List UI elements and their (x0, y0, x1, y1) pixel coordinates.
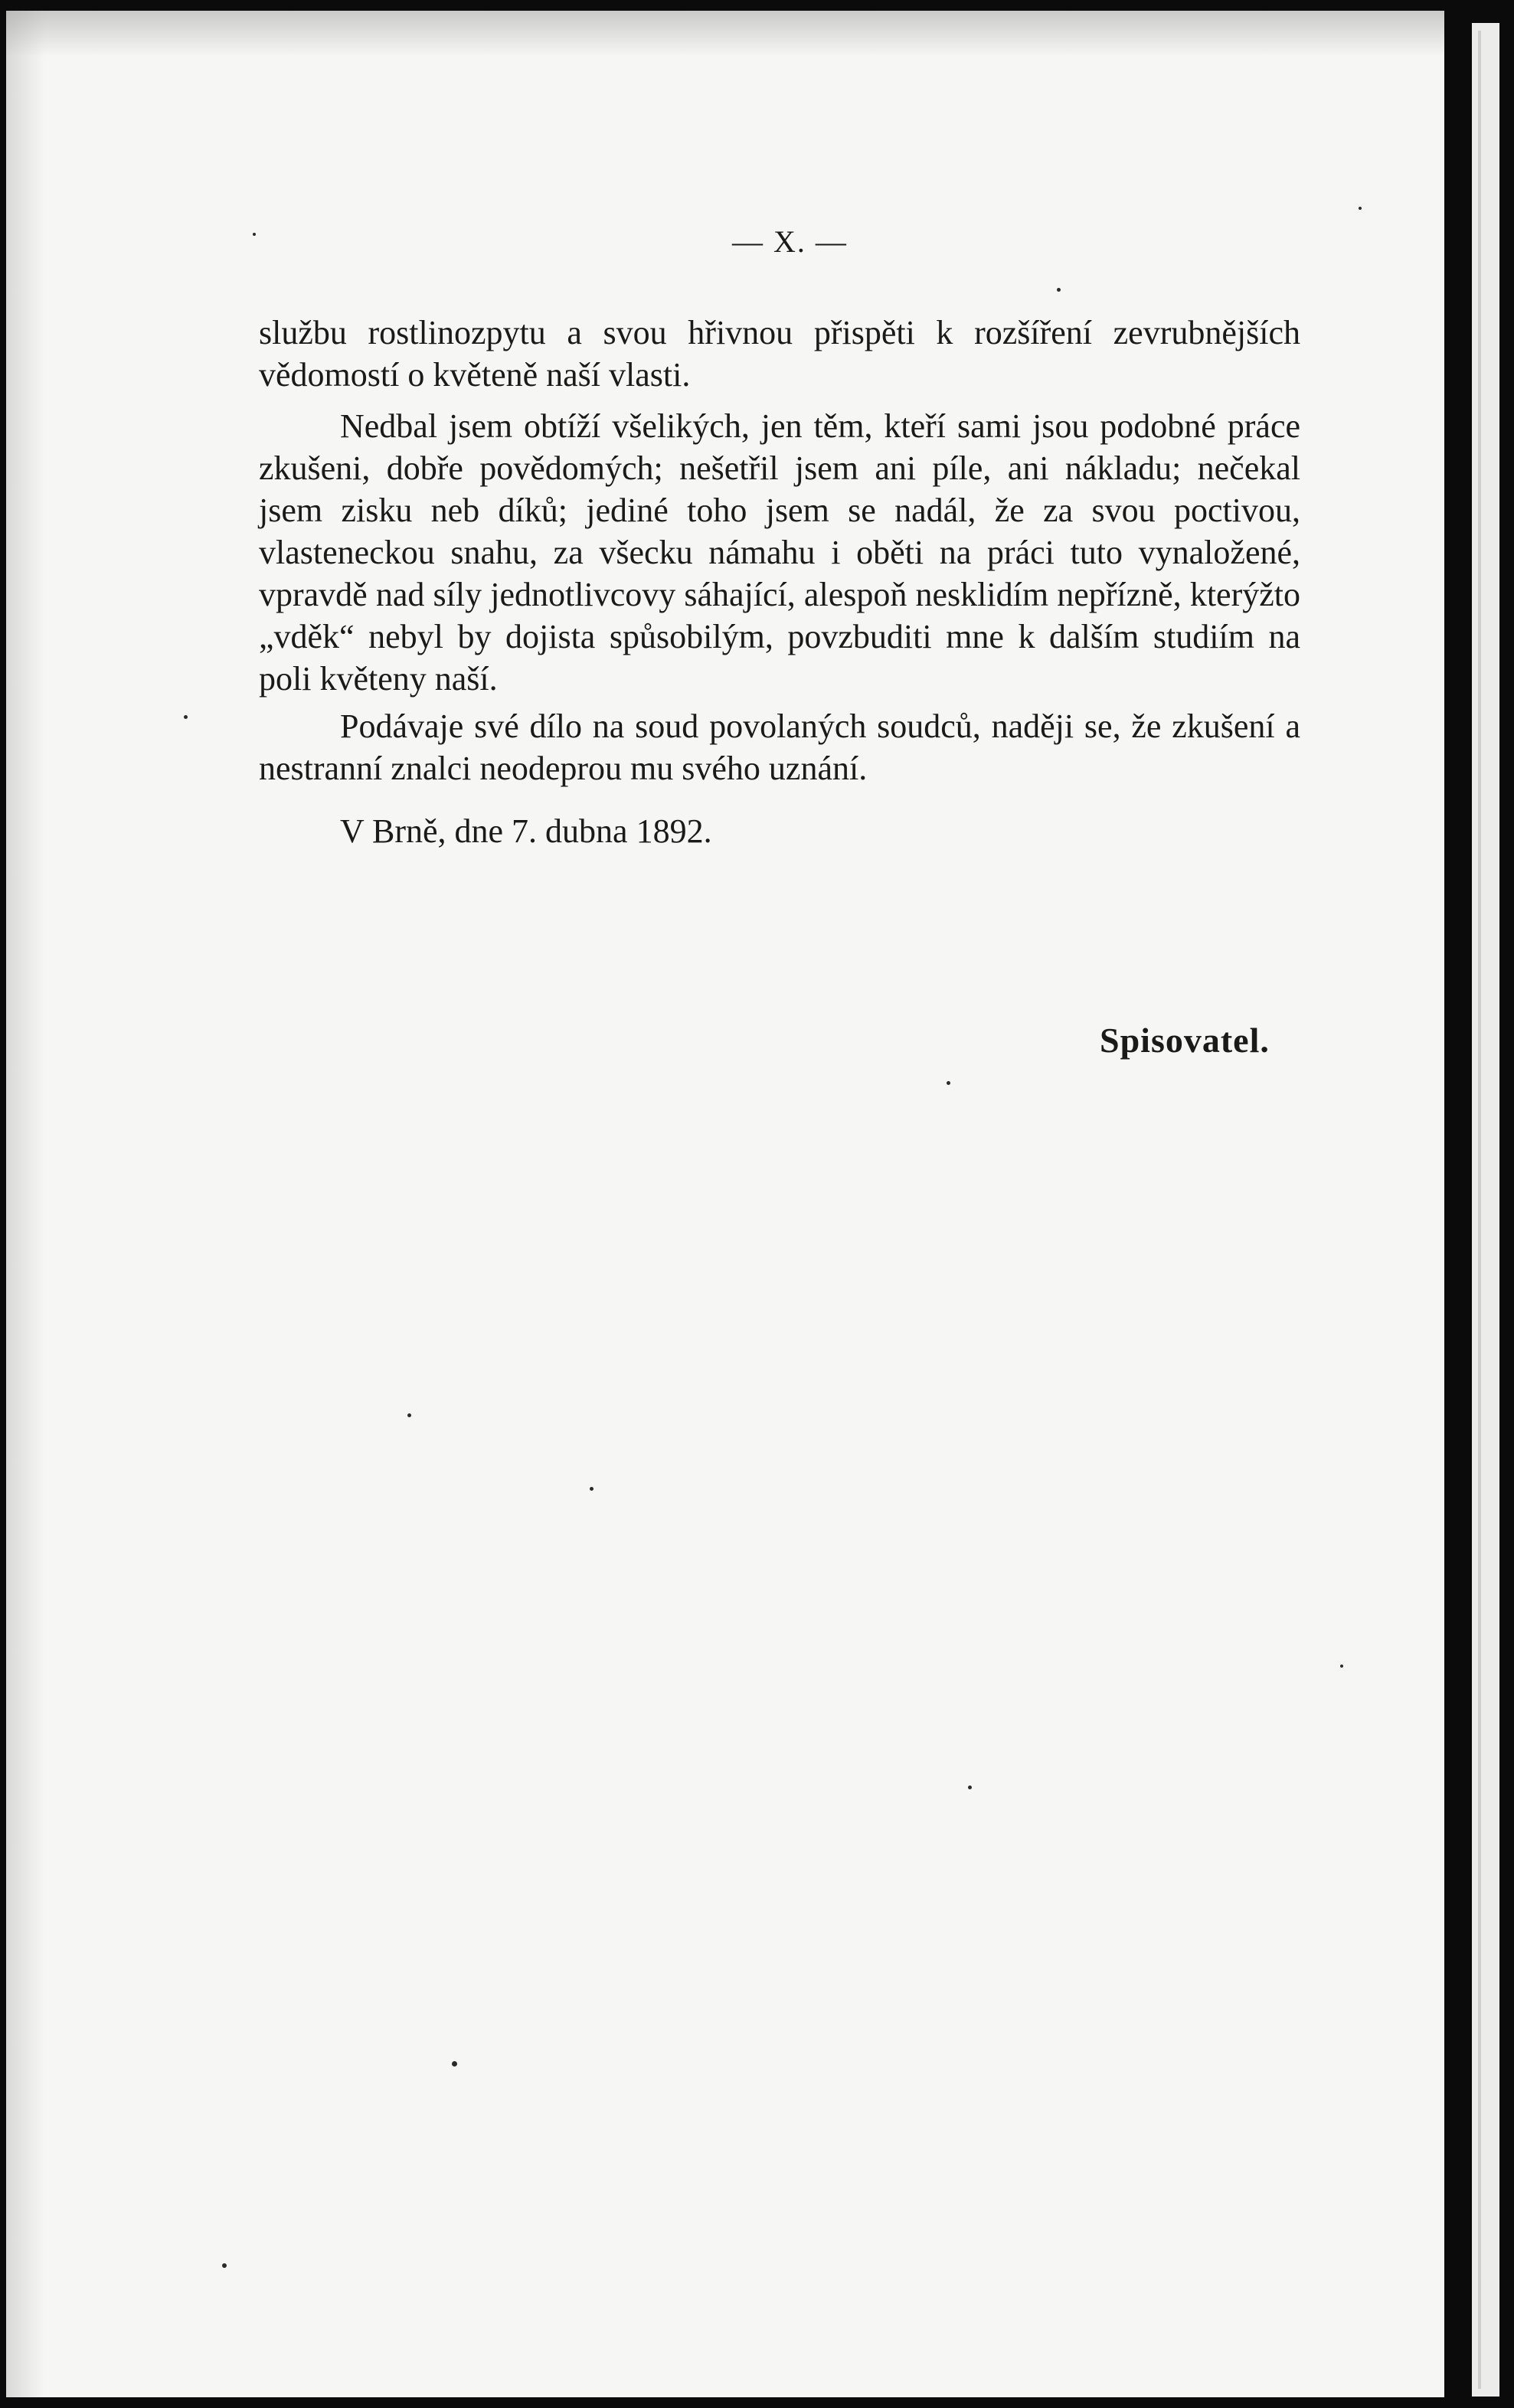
paragraph-effort: Nedbal jsem obtíží všelikých, jen těm, kteří sami jsou podobné práce zkušeni, dobře povědomých; nešetřil jsem ani píle, ani nákladu; nečekal jsem zisku neb díků; jediné toho jsem se nadál, že za svou poctivou, vlasteneckou snahu, za všecku námahu i oběti na práci tuto vynaložené, vpravdě nad síly jednotlivcovy sáhající, alespoň nesklidím nepřízně, kterýžto „vděk“ nebyl by dojista spůsobilým, povzbuditi mne k dalším studiím na poli květeny naší. (259, 407, 1300, 698)
scan-speck (222, 2263, 227, 2268)
scan-speck (947, 1081, 950, 1085)
page-gutter-line (1478, 31, 1481, 2389)
scan-speck (1359, 207, 1362, 210)
paragraph-continuation: službu rostlinozpytu a svou hřivnou přispěti k rozšíření zevrubnějších vědomostí o květeně naší vlasti. (259, 314, 1300, 394)
scan-speck (1340, 1665, 1343, 1668)
author-signature: Spisovatel. (1100, 1021, 1270, 1060)
book-page (6, 11, 1444, 2397)
scan-speck (407, 1413, 411, 1417)
paragraph-submission: Podávaje své dílo na soud povolaných soudců, naději se, že zkušení a nestranní znalci neodeprou mu svého uznání. (259, 707, 1300, 787)
scan-speck (968, 1786, 972, 1789)
adjacent-page-edge (1472, 23, 1499, 2397)
scan-speck (590, 1487, 594, 1491)
date-line: V Brně, dne 7. dubna 1892. (340, 812, 712, 850)
scan-speck (452, 2061, 457, 2067)
page-folio: — X. — (732, 224, 848, 259)
scan-speck (184, 715, 188, 719)
scan-speck (253, 233, 256, 236)
scan-speck (1057, 288, 1061, 292)
